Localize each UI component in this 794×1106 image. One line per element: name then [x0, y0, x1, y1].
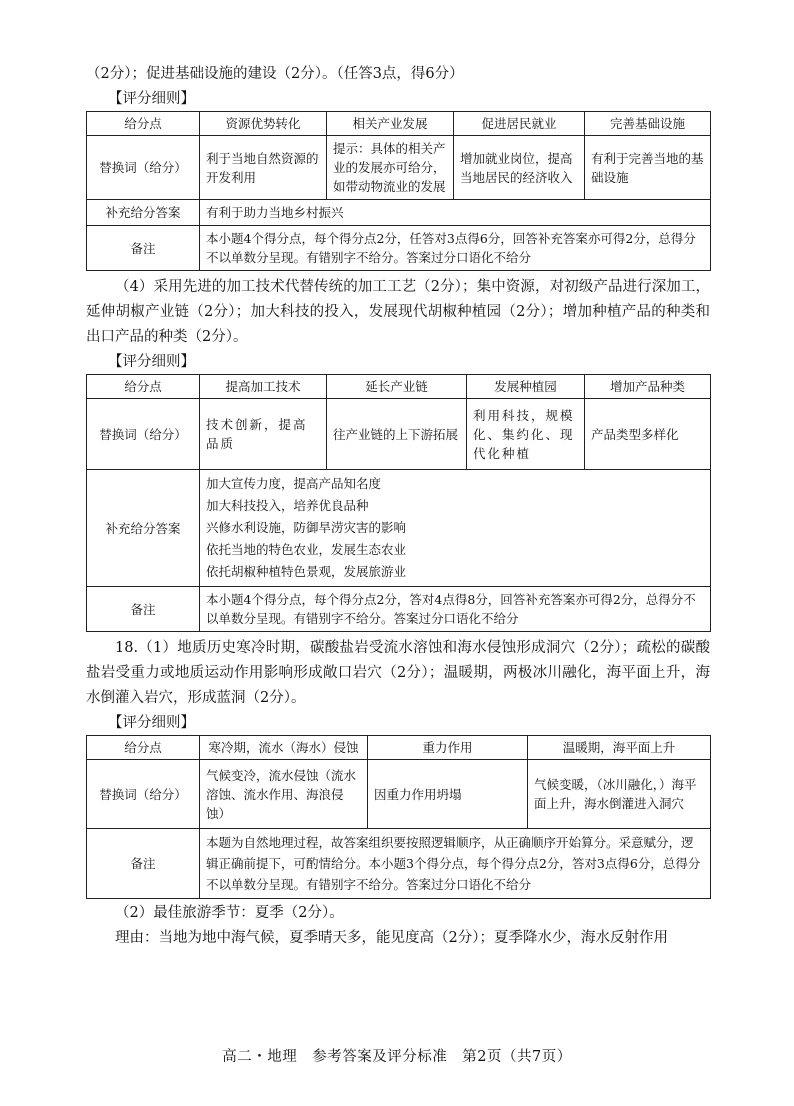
table-header-row — [87, 112, 711, 136]
scoring-table-1 — [86, 111, 711, 271]
table-cell: 本题为自然地理过程，故答案组织要按照逻辑顺序，从正确顺序开始算分。采意赋分，逻辑正确前提下，可酌情给分。本小题3个得分点，每个得分点2分，答对3点得6分，总得分不以单数分呈现。有错别字不给分。答案过分口语化不给分 — [200, 829, 711, 899]
table-cell: 有利于助力当地乡村振兴 — [200, 200, 711, 226]
table-cell: 利用科技，规模化、集约化、现代化种植 — [467, 399, 585, 470]
supplement-line: 加大科技投入，培养优良品种 — [206, 498, 369, 513]
table-cell: 有利于完善当地的基础设施 — [585, 136, 711, 200]
row-label: 补充给分答案 — [87, 470, 200, 587]
table-row — [87, 470, 711, 587]
table3-label: 【评分细则】 — [108, 715, 195, 731]
table-header-row — [87, 736, 711, 760]
table-row — [87, 399, 711, 470]
q2-season: （2）最佳旅游季节：夏季（2分）。 — [115, 905, 344, 921]
answer-page — [86, 62, 710, 951]
table-cell: 提示：具体的相关产业的发展亦可给分，如带动物流业的发展 — [327, 136, 454, 200]
header-cell: 促进居民就业 — [454, 112, 585, 136]
supplement-line: 依托当地的特色农业，发展生态农业 — [206, 542, 407, 557]
scoring-table-3 — [86, 735, 711, 899]
table-cell: 技术创新，提高品质 — [200, 399, 327, 470]
row-label: 替换词（给分） — [87, 760, 200, 829]
table1-label: 【评分细则】 — [108, 91, 195, 107]
header-cell: 相关产业发展 — [327, 112, 454, 136]
row-label: 备注 — [87, 587, 200, 632]
table-row — [87, 226, 711, 271]
table-header-row — [87, 375, 711, 399]
table-row — [87, 200, 711, 226]
header-cell: 寒冷期，流水（海水）侵蚀 — [200, 736, 368, 760]
table-cell: 往产业链的上下游拓展 — [327, 399, 467, 470]
row-label: 备注 — [87, 226, 200, 271]
q4-answer: （4）采用先进的加工技术代替传统的加工工艺（2分）；集中资源，对初级产品进行深加工，延伸胡椒产业链（2分）；加大科技的投入，发展现代胡椒种植园（2分）；增加种植产品的种类和出口产品的种类（2分）。 — [86, 279, 710, 345]
header-cell: 资源优势转化 — [200, 112, 327, 136]
q18-answer: 18.（1）地质历史寒冷时期，碳酸盐岩受流水溶蚀和海水侵蚀形成洞穴（2分）；疏松的碳酸盐岩受重力或地质运动作用影响形成敞口岩穴（2分）；温暖期，两极冰川融化，海平面上升，海水倒灌入岩穴，形成蓝洞（2分）。 — [86, 640, 710, 706]
table-cell: 本小题4个得分点，每个得分点2分，答对4点得8分，回答补充答案亦可得2分，总得分不以单数分呈现。有错别字不给分。答案过分口语化不给分 — [200, 587, 711, 632]
header-cell: 完善基础设施 — [585, 112, 711, 136]
supplement-line: 兴修水利设施，防御旱涝灾害的影响 — [206, 520, 407, 535]
header-cell: 延长产业链 — [327, 375, 467, 399]
row-label: 替换词（给分） — [87, 399, 200, 470]
supplement-line: 依托胡椒种植特色景观，发展旅游业 — [206, 564, 407, 579]
supplement-line: 加大宣传力度，提高产品知名度 — [206, 476, 382, 491]
scoring-table-2 — [86, 374, 711, 632]
header-cell: 给分点 — [87, 112, 200, 136]
row-label: 补充给分答案 — [87, 200, 200, 226]
table2-label: 【评分细则】 — [108, 354, 195, 370]
table-row — [87, 829, 711, 899]
table-cell: 气候变暖，（冰川融化，）海平面上升，海水倒灌进入洞穴 — [528, 760, 711, 829]
row-label: 备注 — [87, 829, 200, 899]
header-cell: 给分点 — [87, 375, 200, 399]
header-cell: 提高加工技术 — [200, 375, 327, 399]
header-cell: 增加产品种类 — [585, 375, 711, 399]
intro-line: （2分）；促进基础设施的建设（2分）。（任答3点，得6分） — [86, 66, 464, 82]
page-footer: 高二・地理 参考答案及评分标准 第2页（共7页） — [222, 1049, 572, 1065]
row-label: 替换词（给分） — [87, 136, 200, 200]
table-cell: 本小题4个得分点，每个得分点2分，任答对3点得6分，回答补充答案亦可得2分，总得分不以单数分呈现。有错别字不给分。答案过分口语化不给分 — [200, 226, 711, 271]
table-cell — [200, 470, 711, 587]
table-row — [87, 587, 711, 632]
table-cell: 利于当地自然资源的开发利用 — [200, 136, 327, 200]
table-cell: 产品类型多样化 — [585, 399, 711, 470]
table-cell: 因重力作用坍塌 — [368, 760, 528, 829]
header-cell: 重力作用 — [368, 736, 528, 760]
header-cell: 发展种植园 — [467, 375, 585, 399]
header-cell: 给分点 — [87, 736, 200, 760]
q2-reason: 理由：当地为地中海气候，夏季晴天多，能见度高（2分）；夏季降水少，海水反射作用 — [115, 930, 668, 946]
table-row — [87, 760, 711, 829]
table-cell: 增加就业岗位，提高当地居民的经济收入 — [454, 136, 585, 200]
table-row — [87, 136, 711, 200]
table-cell: 气候变冷，流水侵蚀（流水溶蚀、流水作用、海浪侵蚀） — [200, 760, 368, 829]
header-cell: 温暖期，海平面上升 — [528, 736, 711, 760]
